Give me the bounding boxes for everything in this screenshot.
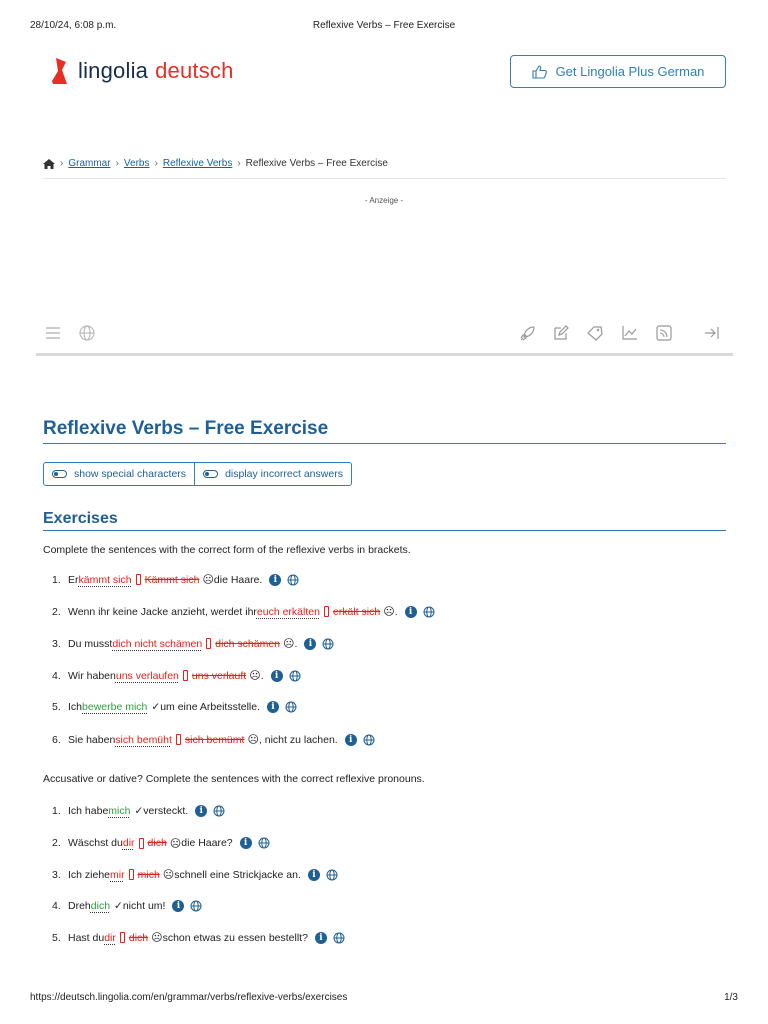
error-marker-icon bbox=[183, 670, 188, 681]
error-marker-icon bbox=[176, 734, 181, 745]
info-icon[interactable]: i bbox=[304, 638, 316, 650]
item-number: 1. bbox=[52, 573, 61, 586]
sad-face-icon: ☹ bbox=[162, 869, 175, 881]
answer-input[interactable]: sich bemüht bbox=[115, 733, 172, 746]
answer-input[interactable]: mich bbox=[108, 805, 131, 817]
print-title: Reflexive Verbs – Free Exercise bbox=[312, 20, 456, 31]
section-divider bbox=[43, 530, 726, 531]
incorrect-answer: mich bbox=[137, 868, 160, 881]
check-icon: ✓ bbox=[114, 899, 123, 912]
error-marker-icon bbox=[139, 838, 144, 849]
feed-icon[interactable] bbox=[655, 324, 673, 342]
item-text-before: Wir haben bbox=[68, 669, 116, 682]
print-url: https://deutsch.lingolia.com/en/grammar/verbs/reflexive-verbs/exercises bbox=[30, 992, 348, 1003]
info-icon[interactable]: i bbox=[271, 670, 283, 682]
info-icon[interactable]: i bbox=[240, 837, 252, 849]
item-text-after: . bbox=[394, 605, 398, 618]
exercise-item bbox=[52, 669, 301, 682]
item-text-before: Dreh bbox=[68, 899, 91, 912]
chart-icon[interactable] bbox=[621, 324, 639, 342]
sad-face-icon: ☹ bbox=[169, 837, 182, 850]
logo-word-lingolia: lingolia bbox=[78, 58, 149, 83]
page-title: Reflexive Verbs – Free Exercise bbox=[43, 418, 329, 439]
display-incorrect-answers-toggle[interactable] bbox=[194, 463, 351, 485]
toggle-label: display incorrect answers bbox=[225, 468, 343, 480]
info-icon[interactable]: i bbox=[269, 574, 281, 586]
answer-input[interactable]: dich bbox=[90, 899, 111, 912]
exercise-item bbox=[52, 605, 435, 618]
item-text-before: Ich habe bbox=[68, 805, 109, 817]
incorrect-answer: Kämmt sich bbox=[144, 573, 200, 586]
answer-input[interactable]: mir bbox=[110, 868, 125, 881]
section-title: Exercises bbox=[43, 510, 118, 527]
incorrect-answer: erkält sich bbox=[332, 605, 381, 618]
breadcrumb-link-verbs[interactable]: Verbs bbox=[123, 158, 150, 169]
toggle-label: show special characters bbox=[74, 468, 187, 480]
home-icon[interactable] bbox=[43, 159, 55, 169]
info-icon[interactable]: i bbox=[267, 701, 279, 713]
info-icon[interactable]: i bbox=[345, 734, 357, 746]
incorrect-answer: dich bbox=[147, 837, 167, 849]
item-number: 3. bbox=[52, 868, 61, 881]
item-text-after: . bbox=[260, 669, 264, 682]
item-text-before: Er bbox=[68, 573, 79, 586]
translate-globe-icon[interactable] bbox=[287, 574, 299, 586]
translate-globe-icon[interactable] bbox=[326, 869, 338, 881]
breadcrumb-link-grammar[interactable]: Grammar bbox=[68, 158, 111, 169]
item-number: 4. bbox=[52, 669, 61, 682]
breadcrumb-separator: › bbox=[60, 158, 64, 169]
item-text-after: die Haare. bbox=[213, 573, 263, 586]
get-plus-button[interactable] bbox=[510, 55, 726, 88]
thumbs-up-icon bbox=[532, 65, 548, 79]
globe-icon[interactable] bbox=[78, 324, 96, 342]
error-marker-icon bbox=[206, 638, 211, 649]
sad-face-icon: ☹ bbox=[249, 670, 261, 682]
item-number: 1. bbox=[52, 805, 61, 817]
sad-face-icon: ☹ bbox=[383, 606, 395, 618]
exercise-item bbox=[52, 733, 375, 746]
sad-face-icon: ☹ bbox=[202, 574, 214, 586]
item-number: 3. bbox=[52, 637, 61, 650]
check-icon: ✓ bbox=[151, 701, 161, 713]
title-divider bbox=[43, 443, 726, 444]
info-icon[interactable]: i bbox=[315, 932, 327, 944]
answer-input[interactable]: euch erkälten bbox=[256, 605, 320, 618]
breadcrumb-separator: › bbox=[115, 158, 119, 169]
sad-face-icon: ☹ bbox=[247, 734, 259, 746]
print-header bbox=[30, 20, 738, 32]
answer-input[interactable]: bewerbe mich bbox=[82, 701, 148, 713]
edit-icon[interactable] bbox=[552, 324, 570, 342]
item-text-after: nicht um! bbox=[122, 899, 166, 912]
breadcrumb-separator: › bbox=[154, 158, 158, 169]
item-text-before: Du musst bbox=[68, 637, 113, 650]
toggle-group bbox=[43, 462, 352, 486]
translate-globe-icon[interactable] bbox=[363, 734, 375, 746]
exercise-item bbox=[52, 931, 345, 944]
sad-face-icon: ☹ bbox=[283, 638, 295, 650]
translate-globe-icon[interactable] bbox=[258, 837, 270, 849]
get-plus-label: Get Lingolia Plus German bbox=[555, 64, 705, 79]
print-date: 28/10/24, 6:08 p.m. bbox=[30, 20, 117, 31]
incorrect-answer: uns verlauft bbox=[191, 669, 247, 682]
item-number: 5. bbox=[52, 931, 61, 944]
item-text-before: Wenn ihr keine Jacke anzieht, werdet ihr bbox=[68, 605, 257, 618]
item-number: 2. bbox=[52, 837, 61, 849]
item-number: 4. bbox=[52, 899, 61, 912]
translate-globe-icon[interactable] bbox=[213, 805, 225, 817]
translate-globe-icon[interactable] bbox=[322, 638, 334, 650]
item-text-after: . bbox=[294, 637, 298, 650]
item-text-before: Wäschst du bbox=[68, 837, 123, 849]
ad-label: - Anzeige - bbox=[364, 196, 404, 205]
exercise-item bbox=[52, 805, 225, 817]
breadcrumb-separator: › bbox=[237, 158, 241, 169]
toggle-switch-icon bbox=[203, 470, 218, 478]
tag-icon[interactable] bbox=[586, 324, 604, 342]
info-icon[interactable]: i bbox=[308, 869, 320, 881]
check-icon: ✓ bbox=[134, 805, 144, 817]
translate-globe-icon[interactable] bbox=[289, 670, 301, 682]
exercise-item bbox=[52, 900, 202, 912]
toggle-switch-icon bbox=[52, 470, 67, 478]
item-number: 5. bbox=[52, 701, 61, 713]
item-text-before: Ich bbox=[68, 701, 83, 713]
login-icon[interactable] bbox=[703, 324, 721, 342]
breadcrumb-current: Reflexive Verbs – Free Exercise bbox=[245, 158, 388, 169]
item-text-after: die Haare? bbox=[181, 837, 233, 849]
item-text-after: , nicht zu lachen. bbox=[258, 733, 338, 746]
info-icon[interactable]: i bbox=[195, 805, 207, 817]
exercise2-instruction: Accusative or dative? Complete the sentences with the correct reflexive pronouns. bbox=[43, 773, 425, 785]
logo-mark-icon bbox=[50, 57, 68, 85]
item-number: 6. bbox=[52, 733, 61, 746]
print-footer bbox=[30, 992, 738, 1004]
translate-globe-icon[interactable] bbox=[423, 606, 435, 618]
item-text-before: Sie haben bbox=[68, 733, 116, 746]
info-icon[interactable]: i bbox=[172, 900, 184, 912]
translate-globe-icon[interactable] bbox=[285, 701, 297, 713]
item-text-before: Ich ziehe bbox=[68, 868, 111, 881]
incorrect-answer: dich bbox=[128, 931, 149, 944]
item-text-after: versteckt. bbox=[143, 805, 189, 817]
answer-input[interactable]: kämmt sich bbox=[78, 573, 132, 586]
exercise1-instruction: Complete the sentences with the correct form of the reflexive verbs in brackets. bbox=[43, 544, 411, 556]
answer-input[interactable]: dich nicht schämen bbox=[112, 637, 203, 650]
error-marker-icon bbox=[136, 574, 141, 585]
answer-input[interactable]: dir bbox=[122, 837, 135, 849]
item-number: 2. bbox=[52, 605, 61, 618]
translate-globe-icon[interactable] bbox=[190, 900, 202, 912]
logo-word-deutsch: deutsch bbox=[155, 58, 234, 83]
breadcrumb bbox=[43, 158, 388, 169]
exercise-item bbox=[52, 701, 297, 713]
answer-input[interactable]: dir bbox=[104, 931, 116, 944]
logo[interactable] bbox=[50, 56, 234, 86]
answer-input[interactable]: uns verlaufen bbox=[115, 669, 179, 682]
show-special-characters-toggle[interactable] bbox=[44, 463, 194, 485]
breadcrumb-link-reflexive-verbs[interactable]: Reflexive Verbs bbox=[162, 158, 233, 169]
error-marker-icon bbox=[129, 869, 134, 880]
toolbar bbox=[36, 318, 733, 356]
info-icon[interactable]: i bbox=[405, 606, 417, 618]
item-text-before: Hast du bbox=[68, 931, 105, 944]
exercise-item bbox=[52, 868, 338, 881]
menu-icon[interactable] bbox=[44, 324, 62, 342]
item-text-after: um eine Arbeitsstelle. bbox=[160, 701, 261, 713]
print-page-number: 1/3 bbox=[724, 992, 738, 1003]
rocket-icon[interactable] bbox=[519, 324, 537, 342]
exercise-item bbox=[52, 637, 334, 650]
translate-globe-icon[interactable] bbox=[333, 932, 345, 944]
item-text-after: schon etwas zu essen bestellt? bbox=[162, 931, 308, 944]
sad-face-icon: ☹ bbox=[151, 932, 163, 944]
incorrect-answer: sich bemümt bbox=[184, 733, 245, 746]
exercise-item bbox=[52, 837, 270, 850]
exercise-item bbox=[52, 573, 299, 586]
error-marker-icon bbox=[120, 932, 125, 943]
breadcrumb-divider bbox=[43, 178, 726, 179]
error-marker-icon bbox=[324, 606, 329, 617]
item-text-after: schnell eine Strickjacke an. bbox=[174, 868, 301, 881]
incorrect-answer: dich schämen bbox=[215, 637, 281, 650]
